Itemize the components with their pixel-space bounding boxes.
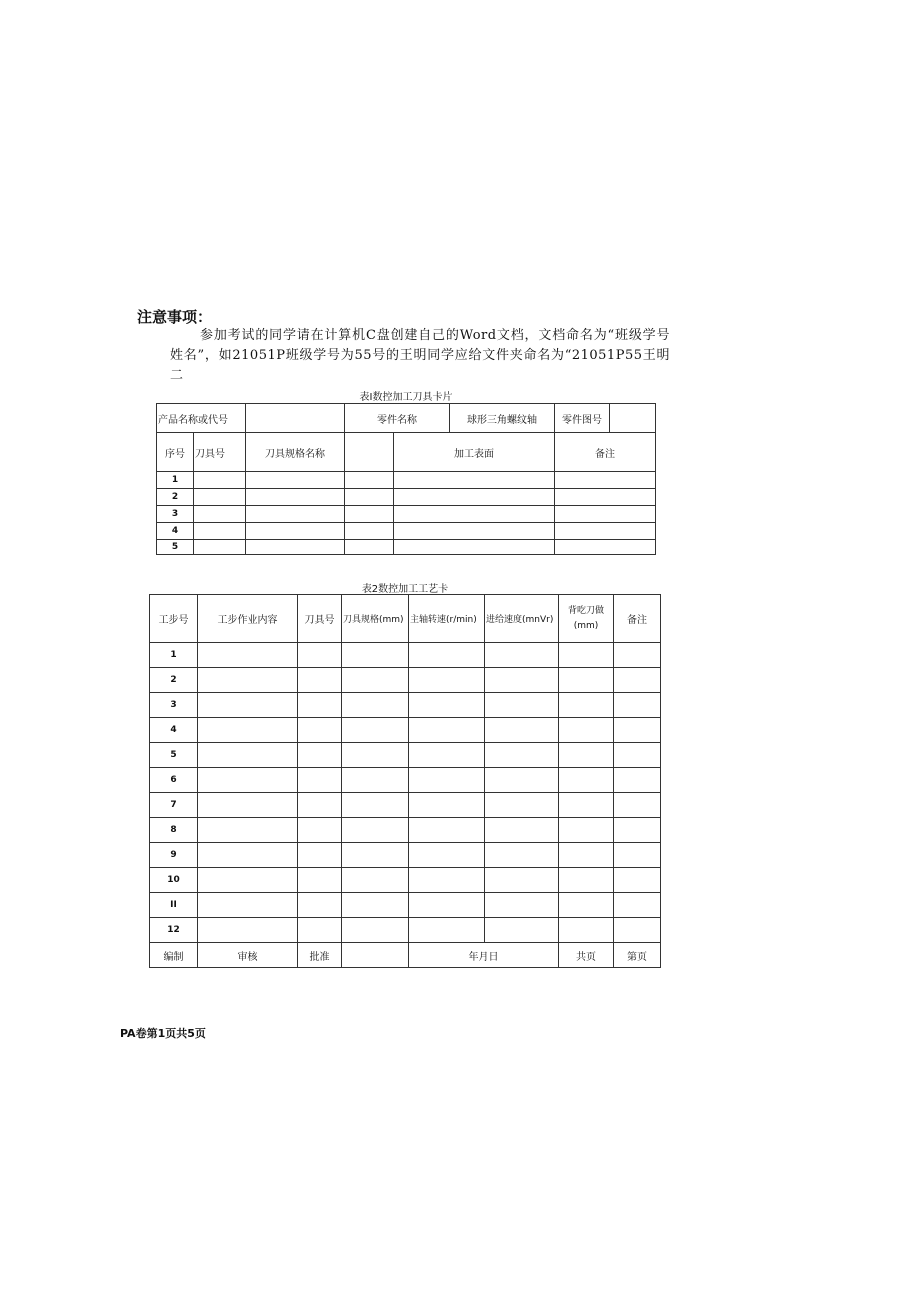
- header-blank: [345, 433, 394, 472]
- table-cell[interactable]: [342, 693, 409, 718]
- table-row: [157, 472, 656, 489]
- table-cell[interactable]: [298, 718, 342, 743]
- row-number: 1: [157, 472, 194, 489]
- table-cell[interactable]: [559, 818, 614, 843]
- row-number: 3: [157, 506, 194, 523]
- table-cell[interactable]: [298, 818, 342, 843]
- table-cell[interactable]: [614, 668, 661, 693]
- footer-blank[interactable]: [342, 943, 409, 968]
- table-cell[interactable]: [485, 868, 559, 893]
- table-row: [150, 793, 661, 818]
- part-drawing-cell[interactable]: [610, 404, 656, 433]
- table-cell[interactable]: [198, 818, 298, 843]
- row-number: 9: [150, 843, 198, 868]
- footer-date: 年月日: [409, 943, 559, 968]
- notice-title: 注意事项：: [137, 308, 213, 326]
- table-cell[interactable]: [298, 893, 342, 918]
- table-row: [157, 523, 656, 540]
- table-cell[interactable]: [409, 793, 485, 818]
- row-number: II: [150, 893, 198, 918]
- footer-page-no: 第页: [614, 943, 661, 968]
- footer-approved: 批准: [298, 943, 342, 968]
- table-cell[interactable]: [409, 893, 485, 918]
- table-row: [150, 843, 661, 868]
- row-number: 4: [157, 523, 194, 540]
- header-step-no: 工步号: [150, 595, 198, 643]
- row-number: 1: [150, 643, 198, 668]
- header-feed-rate: 进给速度(mnVr): [485, 595, 559, 643]
- table-cell[interactable]: [559, 743, 614, 768]
- part-drawing-label: 零件图号: [555, 404, 610, 433]
- table-cell[interactable]: [194, 506, 246, 523]
- footer-compiled: 编制: [150, 943, 198, 968]
- table-cell[interactable]: [559, 643, 614, 668]
- table-cell[interactable]: [342, 918, 409, 943]
- table-cell[interactable]: [194, 489, 246, 506]
- table-cell[interactable]: [342, 793, 409, 818]
- table-cell[interactable]: [555, 540, 656, 555]
- header-seq: 序号: [157, 433, 194, 472]
- table-cell[interactable]: [559, 868, 614, 893]
- table-cell[interactable]: [246, 506, 345, 523]
- table-cell[interactable]: [559, 893, 614, 918]
- table-cell[interactable]: [485, 893, 559, 918]
- table2-caption: 表2数控加工工艺卡: [361, 584, 449, 595]
- table-cell[interactable]: [409, 818, 485, 843]
- table-cell[interactable]: [614, 818, 661, 843]
- table-cell[interactable]: [246, 472, 345, 489]
- row-number: 2: [150, 668, 198, 693]
- tool-card-table: [156, 403, 656, 555]
- table-cell[interactable]: [409, 843, 485, 868]
- table-cell[interactable]: [485, 793, 559, 818]
- header-tool-no: 刀具号: [194, 433, 246, 472]
- table-cell[interactable]: [559, 918, 614, 943]
- table-cell[interactable]: [198, 893, 298, 918]
- row-number: 10: [150, 868, 198, 893]
- table-cell[interactable]: [394, 540, 555, 555]
- row-number: 2: [157, 489, 194, 506]
- table-cell[interactable]: [194, 540, 246, 555]
- product-name-cell[interactable]: [246, 404, 345, 433]
- header-spindle-speed: 主轴转速(r/min): [409, 595, 485, 643]
- table-cell[interactable]: [298, 743, 342, 768]
- table-cell[interactable]: [559, 843, 614, 868]
- part-name-value: 球形三角螺纹轴: [450, 404, 555, 433]
- table-cell[interactable]: [614, 793, 661, 818]
- table-cell[interactable]: [559, 668, 614, 693]
- table-cell[interactable]: [194, 523, 246, 540]
- table-cell[interactable]: [409, 743, 485, 768]
- table-cell[interactable]: [298, 918, 342, 943]
- table-cell[interactable]: [298, 868, 342, 893]
- table-cell[interactable]: [409, 868, 485, 893]
- table-cell[interactable]: [485, 718, 559, 743]
- table-cell[interactable]: [555, 523, 656, 540]
- header-step-content: 工步作业内容: [198, 595, 298, 643]
- row-number: 6: [150, 768, 198, 793]
- table-cell[interactable]: [198, 718, 298, 743]
- table-cell[interactable]: [342, 843, 409, 868]
- table-cell[interactable]: [485, 843, 559, 868]
- table-cell[interactable]: [198, 693, 298, 718]
- table-cell[interactable]: [409, 668, 485, 693]
- table-cell[interactable]: [559, 693, 614, 718]
- table-cell[interactable]: [198, 668, 298, 693]
- table-row: [150, 718, 661, 743]
- table-cell[interactable]: [614, 868, 661, 893]
- table-cell[interactable]: [345, 472, 394, 489]
- footer-total-pages: 共页: [559, 943, 614, 968]
- table-cell[interactable]: [614, 693, 661, 718]
- table-cell[interactable]: [342, 743, 409, 768]
- table-cell[interactable]: [485, 643, 559, 668]
- process-card-table: [149, 594, 661, 968]
- table-cell[interactable]: [394, 472, 555, 489]
- row-number: 4: [150, 718, 198, 743]
- table-cell[interactable]: [345, 489, 394, 506]
- table-row: [150, 893, 661, 918]
- table-cell[interactable]: [614, 718, 661, 743]
- table-cell[interactable]: [198, 768, 298, 793]
- table-cell[interactable]: [555, 506, 656, 523]
- table-cell[interactable]: [198, 743, 298, 768]
- table-cell[interactable]: [298, 693, 342, 718]
- table-cell[interactable]: [555, 489, 656, 506]
- header-tool-spec-name: 刀具规格名称: [246, 433, 345, 472]
- header-remark: 备注: [614, 595, 661, 643]
- table-cell[interactable]: [485, 743, 559, 768]
- table-row: [150, 643, 661, 668]
- table-cell[interactable]: [342, 643, 409, 668]
- header-tool-spec: 刀具规格(mm): [342, 595, 409, 643]
- table-cell[interactable]: [409, 693, 485, 718]
- table-cell[interactable]: [559, 793, 614, 818]
- table-cell[interactable]: [246, 523, 345, 540]
- table-cell[interactable]: [394, 489, 555, 506]
- table-cell[interactable]: [559, 718, 614, 743]
- header-machining-surface: 加工表面: [394, 433, 555, 472]
- row-number: 5: [157, 540, 194, 555]
- table-cell[interactable]: [198, 843, 298, 868]
- table-cell[interactable]: [342, 668, 409, 693]
- table-cell[interactable]: [298, 793, 342, 818]
- table-row: [150, 868, 661, 893]
- table-cell[interactable]: [614, 743, 661, 768]
- table-cell[interactable]: [485, 693, 559, 718]
- table-row: [157, 540, 656, 555]
- table-cell[interactable]: [409, 643, 485, 668]
- table-cell[interactable]: [485, 768, 559, 793]
- table-cell[interactable]: [614, 893, 661, 918]
- table-cell[interactable]: [345, 523, 394, 540]
- table-row: [157, 489, 656, 506]
- table-row: [150, 818, 661, 843]
- table-cell[interactable]: [298, 668, 342, 693]
- table-cell[interactable]: [198, 643, 298, 668]
- table-cell[interactable]: [194, 472, 246, 489]
- table-cell[interactable]: [485, 918, 559, 943]
- row-number: 8: [150, 818, 198, 843]
- part-name-label: 零件名称: [345, 404, 450, 433]
- header-tool-no: 刀具号: [298, 595, 342, 643]
- table1-caption: 表I数控加工刀具卡片: [359, 392, 453, 403]
- product-name-label: 产品名称或代号: [157, 404, 246, 433]
- row-number: 12: [150, 918, 198, 943]
- table-cell[interactable]: [246, 540, 345, 555]
- table-row: [150, 918, 661, 943]
- table-cell[interactable]: [342, 818, 409, 843]
- row-number: 5: [150, 743, 198, 768]
- table-cell[interactable]: [198, 918, 298, 943]
- table-cell[interactable]: [614, 918, 661, 943]
- table-cell[interactable]: [614, 843, 661, 868]
- table-cell[interactable]: [198, 793, 298, 818]
- notice-body: 参加考试的同学请在计算机C盘创建自己的Word文档，文档命名为“班级学号姓名”，如21051P班级学号为55号的王明同学应给文件夹命名为“21051P55王明二: [170, 328, 670, 383]
- table-row: [150, 743, 661, 768]
- row-number: 7: [150, 793, 198, 818]
- table-cell[interactable]: [409, 918, 485, 943]
- table-cell[interactable]: [614, 768, 661, 793]
- table-cell[interactable]: [345, 506, 394, 523]
- table-cell[interactable]: [614, 643, 661, 668]
- table-cell[interactable]: [409, 768, 485, 793]
- table-cell[interactable]: [485, 818, 559, 843]
- table-cell[interactable]: [409, 718, 485, 743]
- table-cell[interactable]: [485, 668, 559, 693]
- table-cell[interactable]: [394, 506, 555, 523]
- table-cell[interactable]: [342, 868, 409, 893]
- table-cell[interactable]: [342, 718, 409, 743]
- table-cell[interactable]: [342, 893, 409, 918]
- table-cell[interactable]: [342, 768, 409, 793]
- row-number: 3: [150, 693, 198, 718]
- table-cell[interactable]: [298, 768, 342, 793]
- table-cell[interactable]: [559, 768, 614, 793]
- header-remark: 备注: [555, 433, 656, 472]
- footer-reviewed: 审核: [198, 943, 298, 968]
- table-cell[interactable]: [345, 540, 394, 555]
- table-cell[interactable]: [298, 643, 342, 668]
- table-cell[interactable]: [198, 868, 298, 893]
- table-row: [157, 506, 656, 523]
- header-cut-depth: 背吃刀做(mm): [559, 595, 614, 643]
- page-footer: PA卷第1页共5页: [120, 1027, 206, 1040]
- table-row: [150, 668, 661, 693]
- table-cell[interactable]: [394, 523, 555, 540]
- table-cell[interactable]: [246, 489, 345, 506]
- table-row: [150, 768, 661, 793]
- table-cell[interactable]: [298, 843, 342, 868]
- table-cell[interactable]: [555, 472, 656, 489]
- table-row: [150, 693, 661, 718]
